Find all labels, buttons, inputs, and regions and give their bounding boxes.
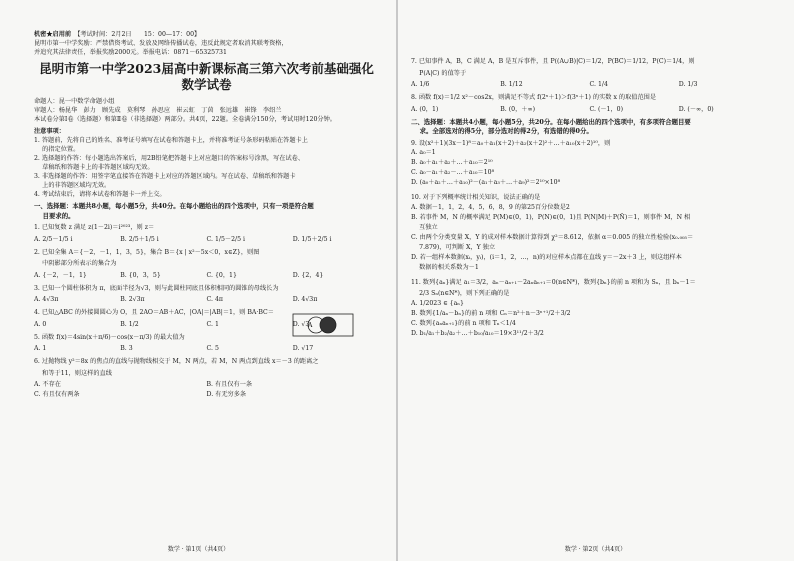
note-line: 的指定位置。	[34, 146, 80, 153]
answer-option: C. {0，1}	[206, 271, 237, 279]
notes-block	[34, 136, 379, 199]
answer-option: D. {2，4}	[292, 271, 324, 279]
header-secret-line	[34, 30, 379, 39]
spacer	[411, 339, 768, 342]
answer-option: C. 1	[206, 320, 219, 328]
question-stem: 3. 已知一个圆柱体积为 π，底面半径为√3，则与此圆柱同底且体积相同的圆锥的母线长为	[34, 284, 279, 292]
question-stem: 2/3 Sₙ(n∈N*)，则下列正确的是	[411, 290, 510, 297]
answer-option: A. a₀＝1	[411, 149, 436, 156]
page-1-footer: 数学 · 第1页（共4页）	[167, 546, 230, 553]
notice-line-1: 昆明市第一中学奖励：严禁借资考试、发放及网络传播试卷，违反此规定者取消其联考资格，	[34, 40, 288, 47]
answer-option: A. 2/5－1/5 i	[34, 235, 73, 243]
answer-option: C. 5	[206, 345, 219, 352]
answer-option: A. 不存在	[34, 381, 61, 388]
credits-block	[34, 97, 379, 124]
answer-option: 数据的相关系数为－1	[411, 263, 479, 271]
question-stem: 6. 过抛物线 y²＝8x 的焦点的直线与抛物线相交于 M，N 两点，若 M，N 两点到直线 x＝－3 的距离之	[34, 358, 319, 365]
answer-option: C. 由两个分类变量 X，Y 的成对样本数据计算得到 χ²＝8.612，依据 α＝0.005 的独立性检验(x₀.₀₀₅＝	[411, 233, 694, 241]
option-row	[34, 235, 379, 245]
option-row	[34, 344, 379, 354]
answer-option: D. b₁/a₁＋b₂/a₂＋…＋b₁₀/a₁₀＝19×3¹¹/2＋3/2	[411, 329, 544, 337]
note-line: 上的非答题区域均无效。	[34, 182, 111, 189]
question-stem: 8. 函数 f(x)＝1/2 x²－cos2x，则满足不等式 f(2ˣ＋1)＞f(3ˣ＋1) 的实数 x 的取值范围是	[411, 94, 657, 101]
answer-option: B. 2/5＋1/5 i	[120, 235, 159, 243]
answer-option: D. √3	[292, 320, 310, 328]
answer-option: D. (－∞，0)	[678, 105, 714, 113]
answer-option: A. 数据－1，1，2，4，5，6，8，9 的第25百分位数是2	[411, 203, 570, 211]
question-stem: 中阴影部分所表示的集合为	[34, 260, 117, 267]
answer-option: C. a₀－a₁＋a₂－…＋a₁₀＝10⁸	[411, 169, 495, 176]
answer-option: A. 0	[34, 320, 47, 328]
answer-option: B. 1/2	[120, 320, 139, 328]
answer-option: B. 若事件 M，N 的概率满足 P(M)∈(0，1)，P(N)∈(0，1)且 P(N|M)＋P(N̄)＝1，则事件 M，N 相	[411, 213, 691, 221]
answer-option: C. 有且仅有两条	[34, 391, 80, 398]
question-stem: 7. 已知事件 A，B，C 满足 A，B 是互斥事件，且 P((A∪B)|C)＝1/2，P(BC)＝1/12，P(C)＝1/4，则	[411, 58, 695, 65]
answer-option: C. 数列{aₙaₙ₊₁}的前 n 项和 Tₙ＜1/4	[411, 319, 516, 327]
answer-option: D. 1/3	[678, 81, 698, 88]
answer-option: B. 3	[120, 345, 133, 352]
option-row	[411, 105, 768, 115]
answer-option: A. 1/2023 ∈ {aₙ}	[411, 299, 464, 307]
section-heading: 目要求的。	[34, 211, 75, 220]
question-stem: P(A|C) 的值等于	[411, 69, 467, 77]
question-stem: 11. 数列{aₙ}满足 a₁＝3/2，aₙ－aₙ₊₁－2aₙaₙ₊₁＝0(n∈N*)，数列{bₙ}的前 n 项和为 Sₙ，且 bₙ－1＝	[411, 278, 696, 286]
answer-option: B. 2√3π	[120, 296, 145, 303]
left-questions	[34, 202, 379, 400]
question-stem: 9. 设(x²＋1)(3x－1)⁸＝a₀＋a₁(x＋2)＋a₂(x＋2)²＋…＋a₁₀(x＋2)¹⁰，则	[411, 139, 611, 147]
answer-option: C. 1/5－2/5 i	[206, 235, 245, 243]
exam-subtitle: 数学试卷	[181, 77, 232, 92]
answer-option: D. √17	[292, 345, 314, 352]
option-row	[34, 295, 379, 305]
exam-title: 昆明市第一中学2023届高中新课标高三第六次考前基础强化	[39, 61, 374, 76]
answer-option: B. 数列{1/aₙ－bₙ}的前 n 项和 Cₙ＝n²＋n－3ⁿ⁺¹/2＋3/2	[411, 309, 571, 317]
option-row	[411, 80, 768, 90]
answer-option: 互独立	[411, 223, 438, 231]
credit-line: 本试卷分第Ⅰ卷（选择题）和第Ⅱ卷（非选择题）两部分。共4页，22题。全卷满分150分，考试用时120分钟。	[34, 116, 336, 123]
option-row	[34, 271, 379, 281]
answer-option: A. 4√3π	[34, 296, 59, 303]
credit-line: 审题人：杨昆华 彭力 顾先成 莫利琴 孙思应 崔云虹 丁茵 张远雄 崔锋 李绍兰	[34, 107, 282, 114]
right-questions	[411, 57, 768, 342]
question-stem: 5. 函数 f(x)＝4sin(x＋π/6)－cos(x－π/3) 的最大值为	[34, 333, 185, 341]
answer-option: D. (a₀＋a₂＋…＋a₁₀)²－(a₁＋a₃＋…＋a₉)²＝2¹⁰×10⁸	[411, 179, 561, 186]
answer-option: C. (－1，0)	[589, 105, 624, 113]
secret-mark: 机密★启用前	[34, 31, 72, 38]
note-line: 3. 非选择题的作答：用签字笔直接答在答题卡上对应的答题区域内。写在试卷、草稿纸和答题卡	[34, 173, 296, 180]
page-2	[397, 0, 794, 561]
note-line: 1. 答题前，先将自己的姓名、准考证号填写在试卷和答题卡上，并将准考证号条形码粘贴在答题卡上	[34, 137, 308, 144]
answer-option: 7.879)，可判断 X，Y 独立	[411, 243, 496, 251]
credit-line: 命题人：昆一中数学命题小组	[34, 98, 115, 105]
spacer	[411, 273, 768, 276]
answer-option: C. 1/4	[589, 81, 608, 88]
answer-option: D. 4√3π	[292, 296, 318, 303]
answer-option: B. 1/12	[500, 81, 523, 88]
note-line: 草稿纸和答题卡上的非答题区域均无效。	[34, 164, 154, 171]
exam-time: 【考试时间：2月2日 15：00—17：00】	[77, 31, 201, 38]
answer-option: A. (0，1)	[411, 105, 439, 113]
page-2-footer: 数学 · 第2页（共4页）	[564, 546, 627, 553]
question-stem: 4. 已知△ABC 的外接圆圆心为 O，且 2AO＝AB＋AC，|OA|＝|AB|＝1，则 BA·BC＝	[34, 309, 274, 316]
venn-label-a: A	[308, 322, 313, 329]
answer-option: B. {0，3，5}	[120, 271, 161, 279]
question-stem: 2. 已知全集 A＝{－2，－1，1，3，5}，集合 B＝{x | x²－5x＜0，x∈Z}，则图	[34, 248, 260, 256]
answer-option: A. 1/6	[411, 81, 430, 88]
section-heading: 二、选择题：本题共4小题，每小题5分，共20分。在每小题给出的四个选项中，有多项符合题目要	[411, 117, 691, 126]
option-grid	[34, 380, 379, 400]
notice-line-2: 并追究其法律责任，举报奖励2000元。举报电话：0871－65325731	[34, 49, 227, 56]
question-stem: 10. 对于下列概率统计相关知识，说法正确的是	[411, 194, 541, 201]
answer-option: B. a₀＋a₁＋a₂＋…＋a₁₀＝2¹⁰	[411, 159, 493, 166]
answer-option: A. {－2，－1，1}	[34, 271, 87, 279]
notes-title: 注意事项：	[34, 128, 65, 135]
answer-option: B. (0，＋∞)	[500, 105, 536, 113]
spacer	[411, 188, 768, 191]
answer-option: A. 1	[34, 345, 47, 352]
answer-option: D. 1/5＋2/5 i	[292, 235, 332, 243]
question-stem: 和等于11，则这样的直线	[34, 369, 112, 377]
note-line: 4. 考试结束后，请将本试卷和答题卡一并上交。	[34, 191, 166, 198]
section-heading: 求。全部选对的得5分，部分选对的得2分，有选错的得0分。	[411, 127, 593, 135]
section-heading: 一、选择题：本题共8小题，每小题5分，共40分。在每小题给出的四个选项中，只有一项是符合题	[34, 202, 314, 210]
question-stem: 1. 已知复数 z 满足 z(1－2i)＝i²⁰²³，则 z＝	[34, 224, 155, 231]
answer-option: C. 4π	[206, 296, 223, 303]
answer-option: D. 若一组样本数据(xᵢ，yᵢ)，(i＝1，2，…，n)的对应样本点都在直线 y＝－2x＋3 上，则这组样本	[411, 253, 682, 261]
venn-diagram	[292, 313, 354, 337]
answer-option: D. 有无穷多条	[206, 391, 247, 398]
note-line: 2. 选择题的作答：每小题选出答案后，用2B铅笔把答题卡上对应题目的答案标号涂黑，写在试卷、	[34, 155, 305, 162]
answer-option: B. 有且仅有一条	[206, 381, 253, 388]
